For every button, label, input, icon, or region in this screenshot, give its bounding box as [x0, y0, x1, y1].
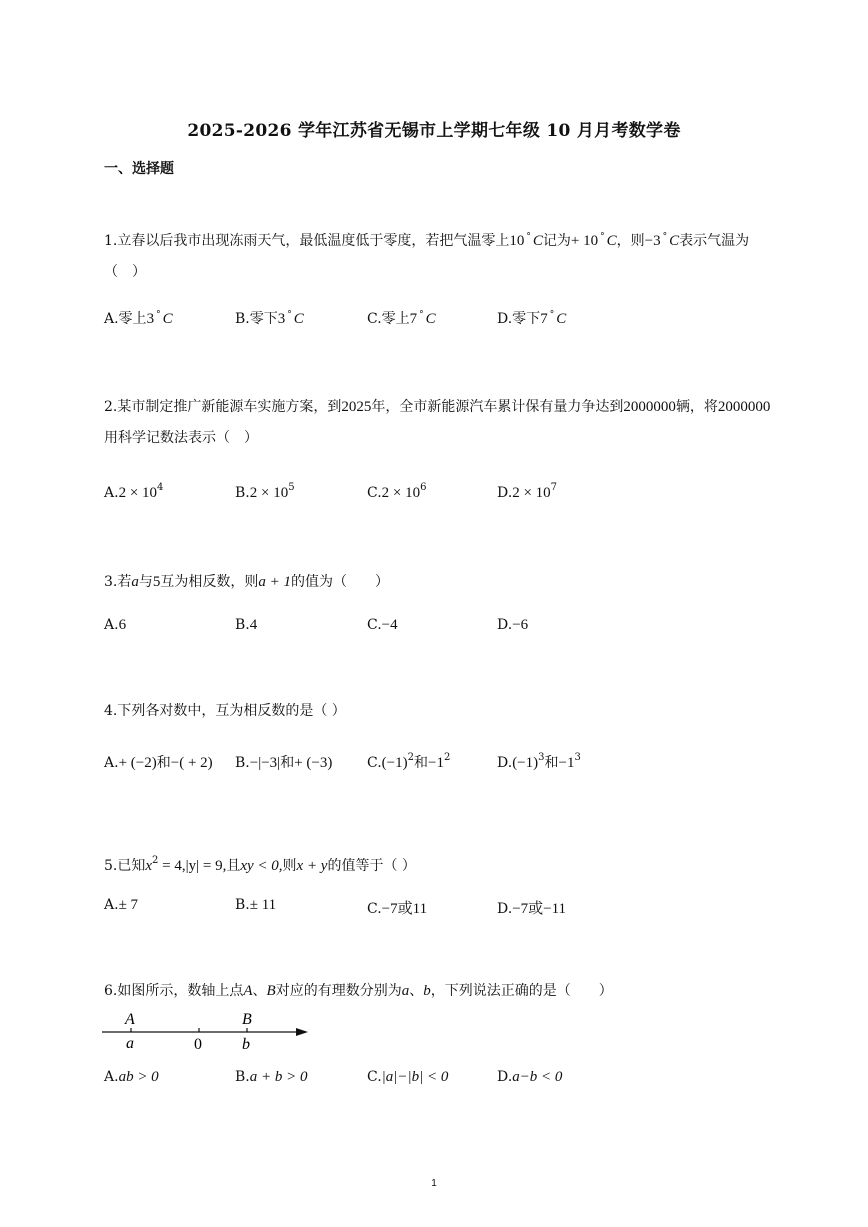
- option-d[interactable]: D.a−b < 0: [497, 1069, 563, 1085]
- question-6: 6.如图所示，数轴上点A、B对应的有理数分别为a、b，下列说法正确的是（ ）: [104, 983, 613, 999]
- option-c[interactable]: $C.(-1)^2$和$-1^2$: [367, 752, 451, 771]
- label-a: a: [126, 1035, 134, 1052]
- option-b[interactable]: B.−|−3|和+ (−3): [235, 755, 333, 771]
- question-2: 2.某市制定推广新能源车实施方案，到2025年，全市新能源汽车累计保有量力争达到2000000辆，将2000000用科学记数法表示（ ）: [104, 399, 771, 446]
- question-2-options: [104, 482, 784, 506]
- option-c[interactable]: C.−7或11: [367, 901, 428, 917]
- option-d[interactable]: D.零下7 ° C: [497, 310, 567, 327]
- option-b[interactable]: B.± 11: [235, 897, 277, 913]
- option-c[interactable]: C.|a|−|b| < 0: [367, 1069, 449, 1085]
- option-d[interactable]: $D.(-1)^3$和$-1^3$: [497, 752, 581, 771]
- question-1: 1.立春以后我市出现冻雨天气，最低温度低于零度，若把气温零上10 ° C记为+ 10 ° C，则−3 ° C表示气温为（ ）: [104, 232, 750, 280]
- option-a[interactable]: A.± 7: [104, 897, 139, 913]
- question-5-options: [104, 897, 784, 921]
- number-line-arrow: [296, 1028, 308, 1036]
- option-d[interactable]: $D.2 \times 10^7$: [497, 482, 558, 501]
- option-a[interactable]: A.零上3 ° C: [104, 310, 173, 327]
- number-line-figure: [100, 1008, 314, 1054]
- question-3-options: [104, 617, 784, 641]
- option-d[interactable]: D.−7或−11: [497, 901, 567, 917]
- question-6-options: [104, 1069, 784, 1093]
- question-4: 4.下列各对数中，互为相反数的是（ ）: [104, 703, 346, 719]
- option-a[interactable]: $A.2 \times 10^4$: [104, 482, 164, 501]
- page-title: 2025-2026 学年江苏省无锡市上学期七年级 10 月月考数学卷: [187, 121, 681, 141]
- label-b: b: [242, 1036, 250, 1053]
- option-b[interactable]: B.a + b > 0: [235, 1069, 308, 1085]
- option-b[interactable]: B.4: [235, 617, 258, 633]
- option-b[interactable]: B.零下3 ° C: [235, 310, 304, 327]
- label-0: 0: [194, 1036, 202, 1053]
- section-heading: 一、选择题: [104, 161, 174, 177]
- option-a[interactable]: A.ab > 0: [104, 1069, 159, 1085]
- option-c[interactable]: C.−4: [367, 617, 398, 633]
- label-B: B: [242, 1011, 252, 1028]
- question-5: 5.已知$x^2 = 4,|y| = 9$,且xy < 0,则x + y的值等于（ ）: [104, 855, 416, 874]
- option-d[interactable]: D.−6: [497, 617, 529, 633]
- question-3: 3.若a与5互为相反数，则a + 1的值为（ ）: [104, 574, 389, 590]
- page-number: 1: [431, 1178, 437, 1189]
- label-A: A: [125, 1011, 135, 1028]
- question-1-options: [104, 308, 784, 332]
- option-c[interactable]: $C.2 \times 10^6$: [367, 482, 427, 501]
- option-b[interactable]: $B.2 \times 10^5$: [235, 482, 295, 501]
- option-a[interactable]: A.+ (−2)和−( + 2): [104, 755, 213, 771]
- option-a[interactable]: A.6: [104, 617, 127, 633]
- question-4-options: [104, 752, 784, 776]
- option-c[interactable]: C.零上7 ° C: [367, 310, 436, 327]
